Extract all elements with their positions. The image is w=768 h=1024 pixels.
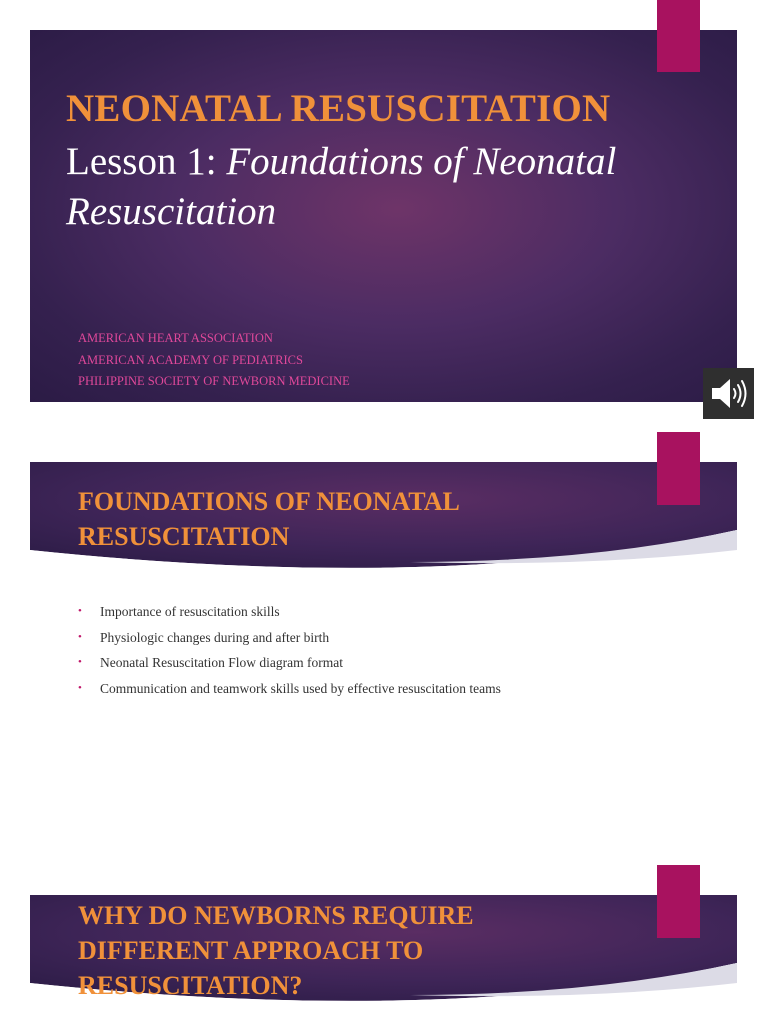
slide-title-text <box>78 484 460 554</box>
title-line: WHY DO NEWBORNS REQUIRE <box>78 901 474 930</box>
presentation-title: NEONATAL RESUSCITATION <box>66 87 611 130</box>
bullet-text: Physiologic changes during and after birth <box>100 629 330 645</box>
bullet-item <box>78 676 501 702</box>
organization-item: AMERICAN ACADEMY OF PEDIATRICS <box>78 352 303 367</box>
bullet-icon: • <box>78 656 82 668</box>
speaker-icon <box>703 368 754 419</box>
slide-title[interactable] <box>0 0 768 432</box>
organization-item: AMERICAN HEART ASSOCIATION <box>78 331 273 345</box>
bullet-text: Importance of resuscitation skills <box>100 604 280 619</box>
audio-speaker-button[interactable] <box>703 368 754 419</box>
title-line: RESUSCITATION <box>78 522 290 551</box>
slide-why-newborns[interactable] <box>0 865 768 1024</box>
bullet-icon: • <box>78 681 82 694</box>
accent-tab <box>657 0 700 72</box>
slide-title-text <box>78 898 474 1003</box>
lesson-topic: Foundations of Neonatal Resuscitation <box>66 140 617 233</box>
bullet-icon: • <box>78 630 82 643</box>
organization-item: PHILIPPINE SOCIETY OF NEWBORN MEDICINE <box>78 374 350 388</box>
lesson-subtitle <box>66 137 706 237</box>
title-line: DIFFERENT APPROACH TO <box>78 936 424 965</box>
bullet-icon: • <box>78 605 82 617</box>
title-line: RESUSCITATION? <box>78 971 303 1000</box>
accent-tab <box>657 865 700 938</box>
title-line: FOUNDATIONS OF NEONATAL <box>78 487 460 516</box>
organization-list <box>78 328 350 393</box>
bullet-item <box>78 599 501 625</box>
bullet-text: Neonatal Resuscitation Flow diagram format <box>100 655 343 670</box>
bullet-item <box>78 650 501 676</box>
bullet-item <box>78 625 501 651</box>
topic-bullet-list <box>78 599 501 701</box>
slide-foundations[interactable] <box>0 432 768 865</box>
lesson-label: Lesson 1: <box>66 140 227 183</box>
bullet-text: Communication and teamwork skills used by effective resuscitation teams <box>100 680 501 696</box>
accent-tab <box>657 432 700 505</box>
